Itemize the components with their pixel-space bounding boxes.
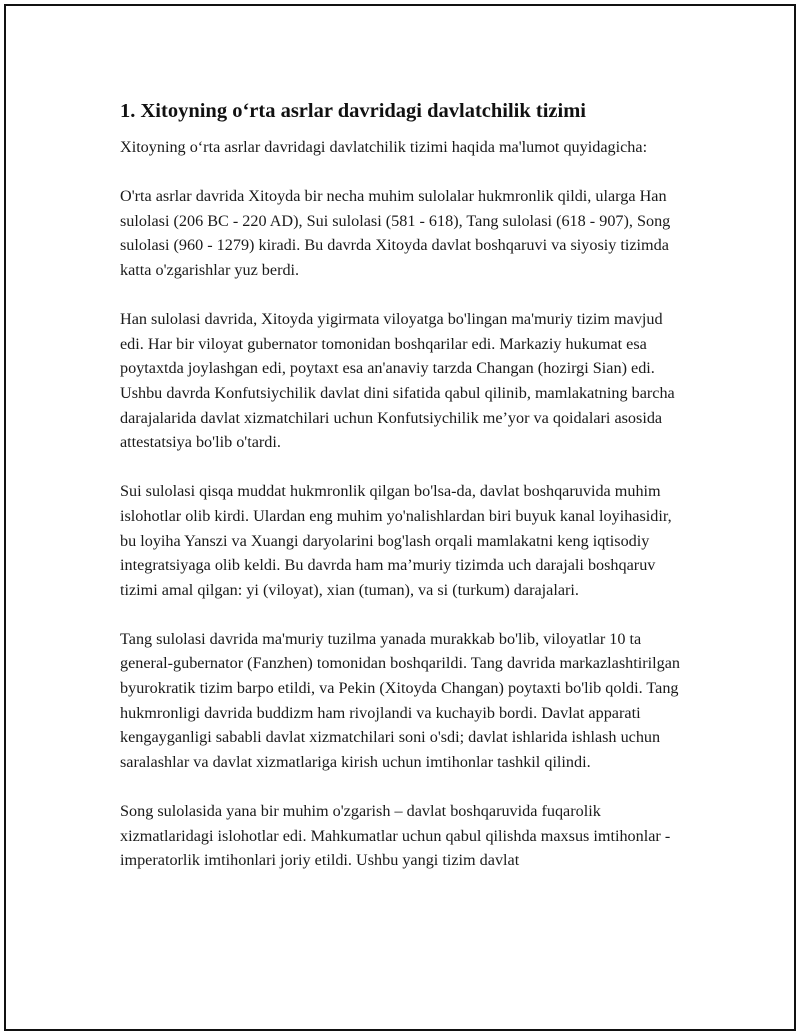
song-dynasty-paragraph: Song sulolasida yana bir muhim o'zgarish – davlat boshqaruvida fuqarolik xizmatlaridagi islohotlar edi. Mahkumatlar uchun qabul qilishda maxsus imtihonlar - imperatorlik imtihonlari joriy etildi. Ushbu yangi tizim davlat [120,802,671,870]
page-frame [4,4,796,1031]
intro-paragraph: Xitoyning o‘rta asrlar davridagi davlatchilik tizimi haqida ma'lumot quyidagicha: [120,138,648,156]
dynasties-overview-paragraph: O'rta asrlar davrida Xitoyda bir necha muhim sulolalar hukmronlik qildi, ularga Han sulolasi (206 BC - 220 AD), Sui sulolasi (581 - 618), Tang sulolasi (618 - 907), Song sulolasi (960 - 1279) kiradi. Bu davrda Xitoyda davlat boshqaruvi va siyosiy tizimda katta o'zgarishlar yuz berdi. [120,187,671,279]
section-heading: 1. Xitoyning o‘rta asrlar davridagi davlatchilik tizimi [120,100,586,122]
sui-dynasty-paragraph: Sui sulolasi qisqa muddat hukmronlik qilgan bo'lsa-da, davlat boshqaruvida muhim islohotlar olib kirdi. Ulardan eng muhim yo'nalishlardan biri buyuk kanal loyihasidir, bu loyiha Yanszi va Xuangi daryolarini bog'lash orqali mamlakatni keng iqtisodiy integratsiyaga olib keldi. Bu davrda ham ma’muriy tizimda uch darajali boshqaruv tizimi amal qilgan: yi (viloyat), xian (tuman), va si (turkum) darajalari. [120,482,672,599]
document-body [120,98,680,897]
tang-dynasty-paragraph: Tang sulolasi davrida ma'muriy tuzilma yanada murakkab bo'lib, viloyatlar 10 ta general-gubernator (Fanzhen) tomonidan boshqarildi. Tang davrida markazlashtirilgan byurokratik tizim barpo etildi, va Pekin (Xitoyda Changan) poytaxti bo'lib qoldi. Tang hukmronligi davrida buddizm ham rivojlandi va kuchayib bordi. Davlat apparati kengayganligi sababli davlat xizmatchilari soni o'sdi; davlat ishlarida ishlash uchun saralashlar va davlat xizmatlariga kirish uchun imtihonlar tashkil qilindi. [120,629,680,771]
han-dynasty-paragraph: Han sulolasi davrida, Xitoyda yigirmata viloyatga bo'lingan ma'muriy tizim mavjud edi. Har bir viloyat gubernator tomonidan boshqarilar edi. Markaziy hukumat esa poytaxtda joylashgan edi, poytaxt esa an'anaviy tarzda Changan (hozirgi Sian) edi. Ushbu davrda Konfutsiychilik davlat dini sifatida qabul qilinib, mamlakatning barcha darajalarida davlat xizmatchilari uchun Konfutsiychilik me’yor va qoidalari asosida attestatsiya bo'lib o'tardi. [120,310,675,452]
